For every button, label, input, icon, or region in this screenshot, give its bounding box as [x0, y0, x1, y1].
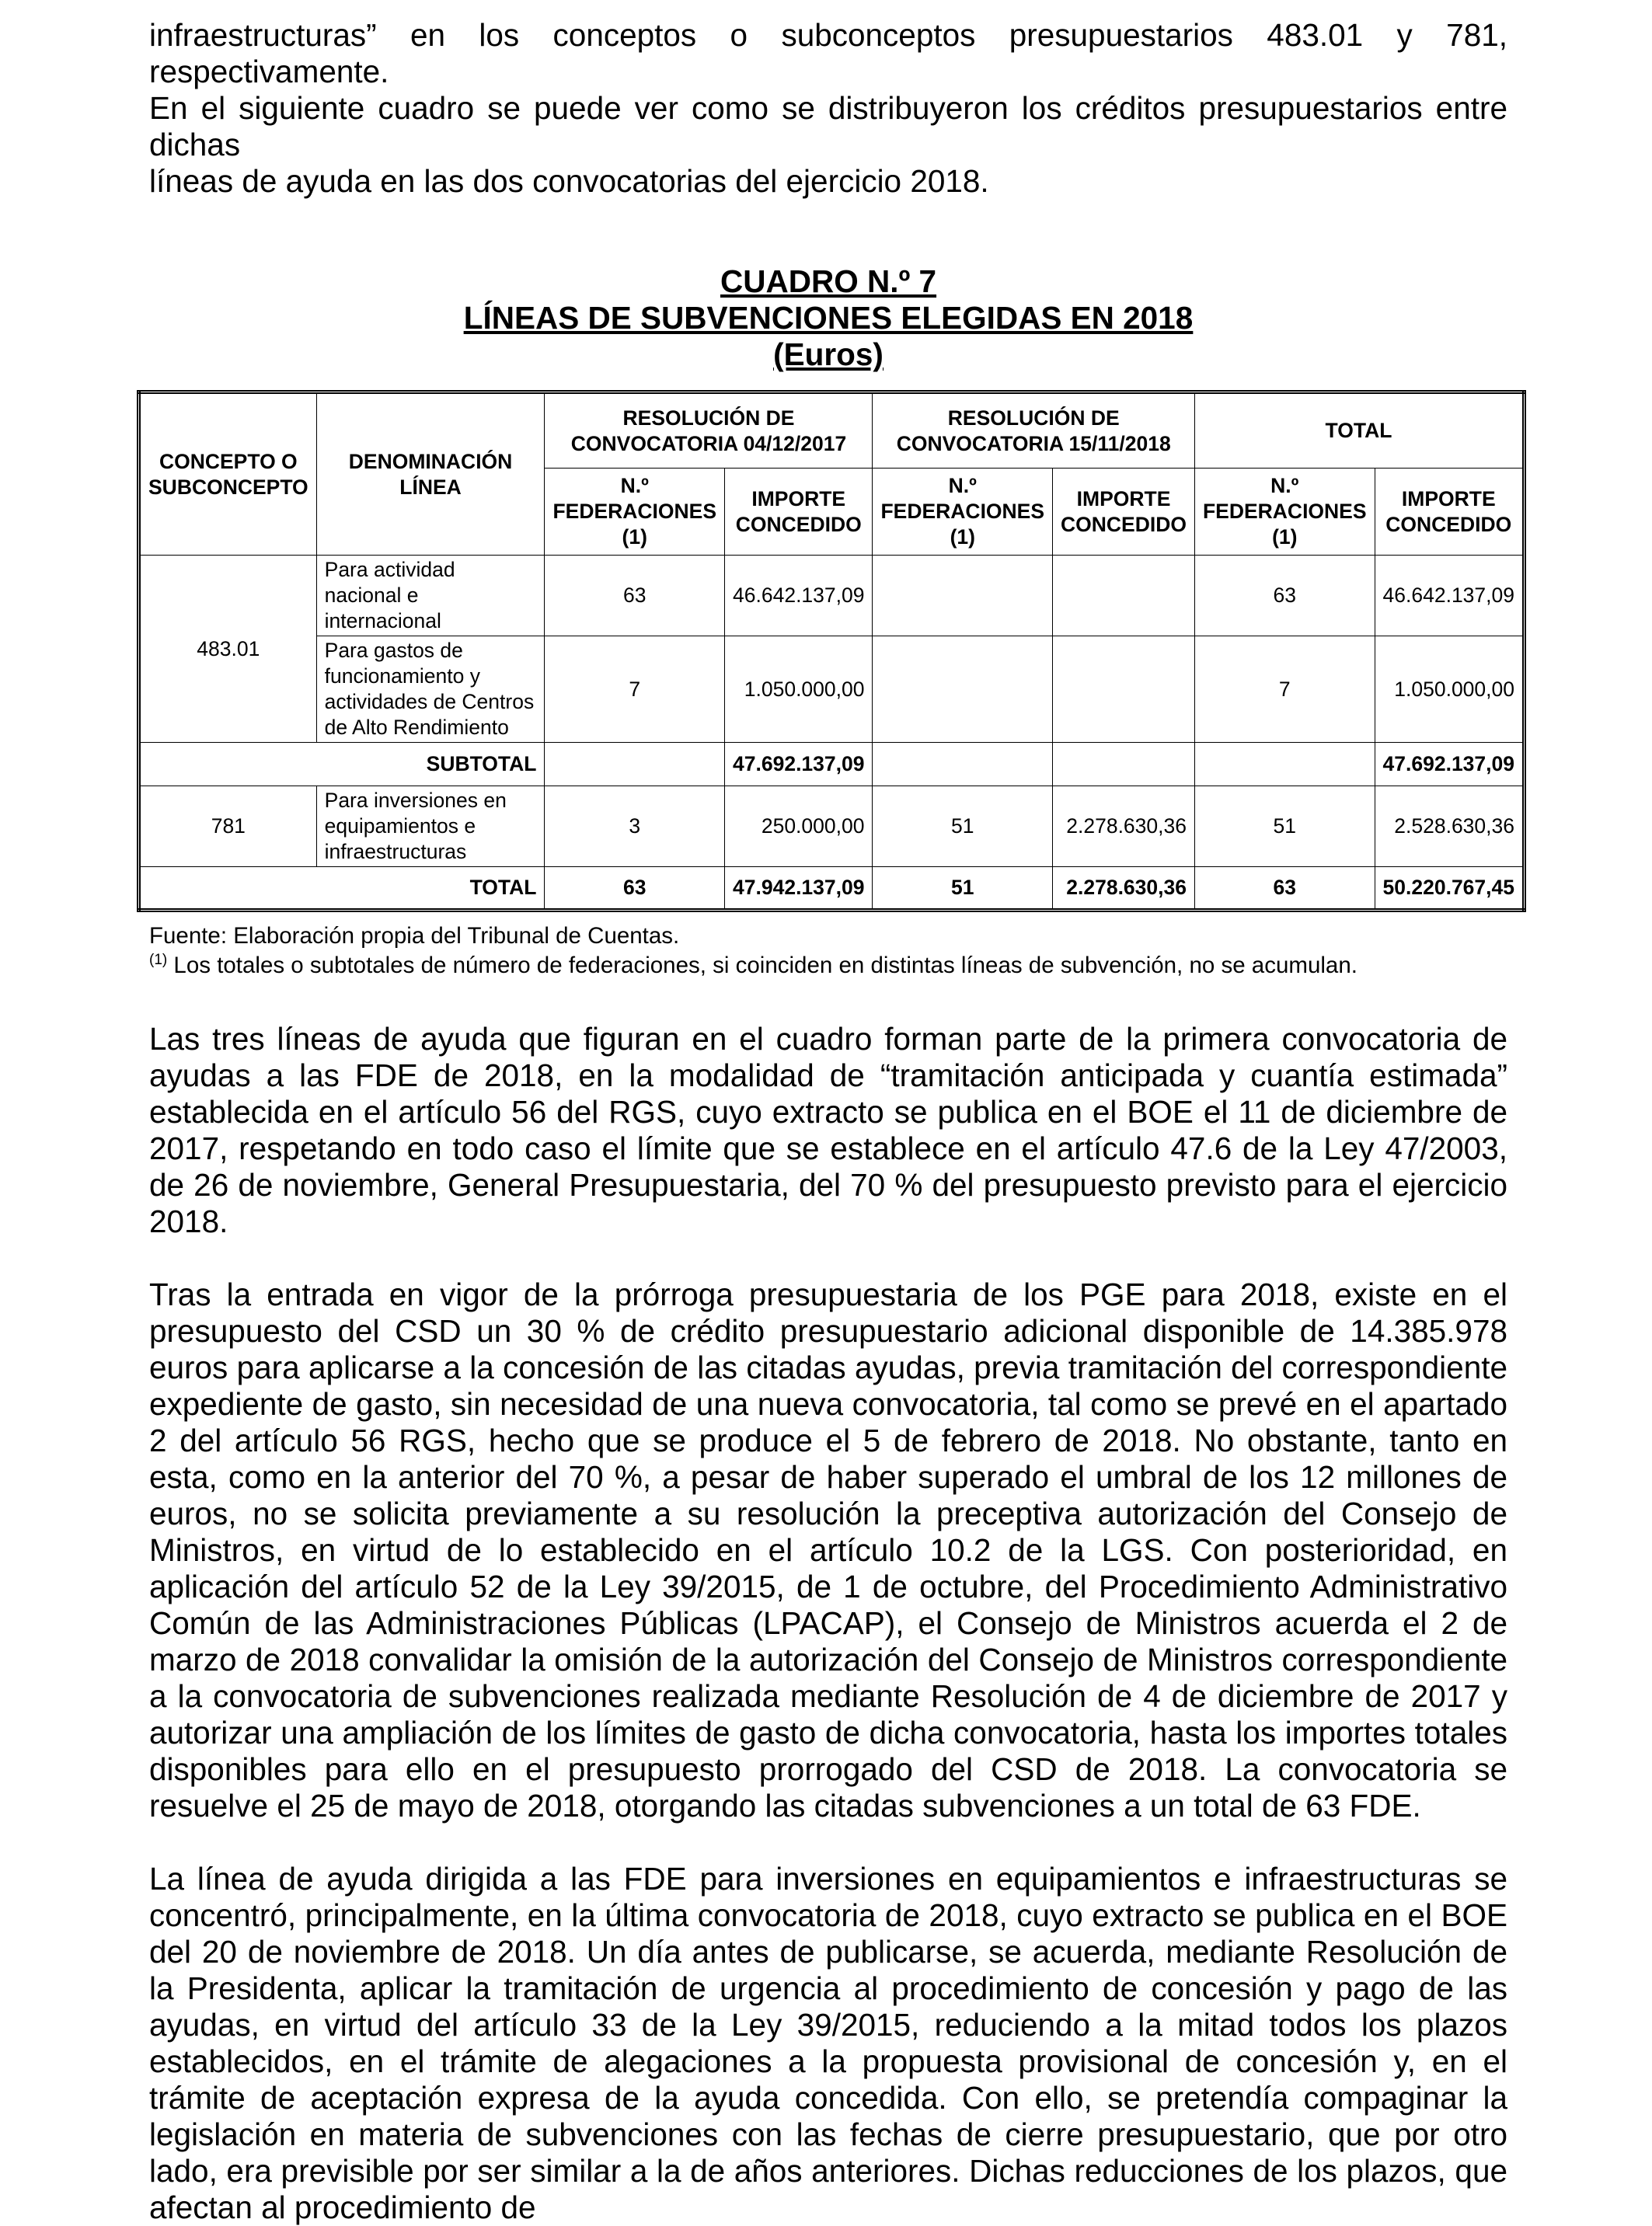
table-notes: [149, 921, 1507, 981]
cell-i2: [1053, 743, 1195, 786]
header-n-federaciones: N.º FEDERACIONES (1): [873, 469, 1053, 556]
cell-denominacion: Para inversiones en equipamientos e infraestructuras: [316, 786, 545, 867]
header-n-federaciones: N.º FEDERACIONES (1): [545, 469, 725, 556]
cell-nt: [1194, 743, 1375, 786]
footnote: [149, 951, 1507, 981]
cell-it: 47.692.137,09: [1375, 743, 1524, 786]
cell-denominacion: Para gastos de funcionamiento y actividades de Centros de Alto Rendimiento: [316, 636, 545, 743]
total-row: [139, 867, 1525, 911]
cell-concepto: 781: [139, 786, 317, 867]
cell-n2: [873, 636, 1053, 743]
subsidies-table: [137, 390, 1526, 912]
caption-number: CUADRO N.º 7: [720, 263, 937, 299]
cell-denominacion: Para actividad nacional e internacional: [316, 556, 545, 636]
cell-concepto: 483.01: [139, 556, 317, 743]
header-importe: IMPORTE CONCEDIDO: [1053, 469, 1195, 556]
cell-n2: 51: [873, 786, 1053, 867]
cell-i2: 2.278.630,36: [1053, 786, 1195, 867]
cell-i1: 250.000,00: [725, 786, 873, 867]
cell-nt: 7: [1194, 636, 1375, 743]
cell-nt: 63: [1194, 556, 1375, 636]
footnote-text: Los totales o subtotales de número de federaciones, si coinciden en distintas líneas de subvención, no se acumulan.: [167, 953, 1357, 978]
caption-title: LÍNEAS DE SUBVENCIONES ELEGIDAS EN 2018: [463, 300, 1194, 336]
header-importe: IMPORTE CONCEDIDO: [725, 469, 873, 556]
header-importe: IMPORTE CONCEDIDO: [1375, 469, 1524, 556]
table-row: [139, 786, 1525, 867]
table-row: [139, 636, 1525, 743]
cell-nt: 63: [1194, 867, 1375, 911]
cell-n1: 3: [545, 786, 725, 867]
cell-nt: 51: [1194, 786, 1375, 867]
table-row: [139, 556, 1525, 636]
footnote-mark: (1): [149, 952, 168, 969]
caption-units: (Euros): [773, 336, 884, 372]
body-paragraph-3: La línea de ayuda dirigida a las FDE para inversiones en equipamientos e infraestructuras se concentró, principalmente, en la última convocatoria de 2018, cuyo extracto se publica en el BOE del 20 de noviembre de 2018. Un día antes de publicarse, se acuerda, mediante Resolución de la Presidenta, aplicar la tramitación de urgencia al procedimiento de concesión y pago de las ayudas, en virtud del artículo 33 de la Ley 39/2015, reduciendo a la mitad todos los plazos establecidos, en el trámite de alegaciones a la propuesta provisional de concesión y, en el trámite de aceptación expresa de la ayuda concedida. Con ello, se pretendía compaginar la legislación en materia de subvenciones con las fechas de cierre presupuestario, que por otro lado, era previsible por ser similar a la de años anteriores. Dichas reducciones de los plazos, que afectan al procedimiento de: [149, 1861, 1507, 2225]
header-concepto: CONCEPTO O SUBCONCEPTO: [139, 392, 317, 556]
cell-i2: [1053, 636, 1195, 743]
source-note: Fuente: Elaboración propia del Tribunal de Cuentas.: [149, 923, 680, 949]
cell-n1: [545, 743, 725, 786]
cell-n2: [873, 556, 1053, 636]
body-paragraph-1: Las tres líneas de ayuda que figuran en el cuadro forman parte de la primera convocatoria de ayudas a las FDE de 2018, en la modalidad de “tramitación anticipada y cuantía estimada” establecida en el artículo 56 del RGS, cuyo extracto se publica en el BOE el 11 de diciembre de 2017, respetando en todo caso el límite que se establece en el artículo 47.6 de la Ley 47/2003, de 26 de noviembre, General Presupuestaria, del 70 % del presupuesto previsto para el ejercicio 2018.: [149, 1021, 1507, 1239]
cell-n1: 63: [545, 556, 725, 636]
table-caption: [149, 263, 1507, 373]
cell-it: 2.528.630,36: [1375, 786, 1524, 867]
subtotal-label: SUBTOTAL: [139, 743, 545, 786]
cell-i1: 47.692.137,09: [725, 743, 873, 786]
cell-n2: [873, 743, 1053, 786]
header-resolucion-2018: RESOLUCIÓN DE CONVOCATORIA 15/11/2018: [873, 392, 1195, 469]
subtotal-row: [139, 743, 1525, 786]
header-total: TOTAL: [1194, 392, 1524, 469]
cell-n1: 7: [545, 636, 725, 743]
cell-i1: 47.942.137,09: [725, 867, 873, 911]
cell-i2: 2.278.630,36: [1053, 867, 1195, 911]
cell-i1: 1.050.000,00: [725, 636, 873, 743]
cell-n2: 51: [873, 867, 1053, 911]
header-denominacion: DENOMINACIÓN LÍNEA: [316, 392, 545, 556]
header-resolucion-2017: RESOLUCIÓN DE CONVOCATORIA 04/12/2017: [545, 392, 873, 469]
intro-line-1: infraestructuras” en los conceptos o subconceptos presupuestarios 483.01 y 781, respectivamente.: [149, 17, 1507, 89]
cell-i1: 46.642.137,09: [725, 556, 873, 636]
intro-line-3: líneas de ayuda en las dos convocatorias del ejercicio 2018.: [149, 163, 989, 199]
document-page: [148, 17, 1514, 2226]
cell-i2: [1053, 556, 1195, 636]
total-label: TOTAL: [139, 867, 545, 911]
cell-it: 50.220.767,45: [1375, 867, 1524, 911]
body-paragraph-2: Tras la entrada en vigor de la prórroga presupuestaria de los PGE para 2018, existe en el presupuesto del CSD un 30 % de crédito presupuestario adicional disponible de 14.385.978 euros para aplicarse a la concesión de las citadas ayudas, previa tramitación del correspondiente expediente de gasto, sin necesidad de una nueva convocatoria, tal como se prevé en el apartado 2 del artículo 56 RGS, hecho que se produce el 5 de febrero de 2018. No obstante, tanto en esta, como en la anterior del 70 %, a pesar de haber superado el umbral de los 12 millones de euros, no se solicita previamente a su resolución la preceptiva autorización del Consejo de Ministros, en virtud de lo establecido en el artículo 10.2 de la LGS. Con posterioridad, en aplicación del artículo 52 de la Ley 39/2015, de 1 de octubre, del Procedimiento Administrativo Común de las Administraciones Públicas (LPACAP), el Consejo de Ministros acuerda el 2 de marzo de 2018 convalidar la omisión de la autorización del Consejo de Ministros correspondiente a la convocatoria de subvenciones realizada mediante Resolución de 4 de diciembre de 2017 y autorizar una ampliación de los límites de gasto de dicha convocatoria, hasta los importes totales disponibles para ello en el presupuesto prorrogado del CSD de 2018. La convocatoria se resuelve el 25 de mayo de 2018, otorgando las citadas subvenciones a un total de 63 FDE.: [149, 1277, 1507, 1824]
cell-n1: 63: [545, 867, 725, 911]
intro-paragraph: [149, 17, 1507, 200]
cell-it: 46.642.137,09: [1375, 556, 1524, 636]
header-n-federaciones: N.º FEDERACIONES (1): [1194, 469, 1375, 556]
intro-line-2: En el siguiente cuadro se puede ver como se distribuyeron los créditos presupuestarios entre dichas: [149, 90, 1507, 162]
cell-it: 1.050.000,00: [1375, 636, 1524, 743]
